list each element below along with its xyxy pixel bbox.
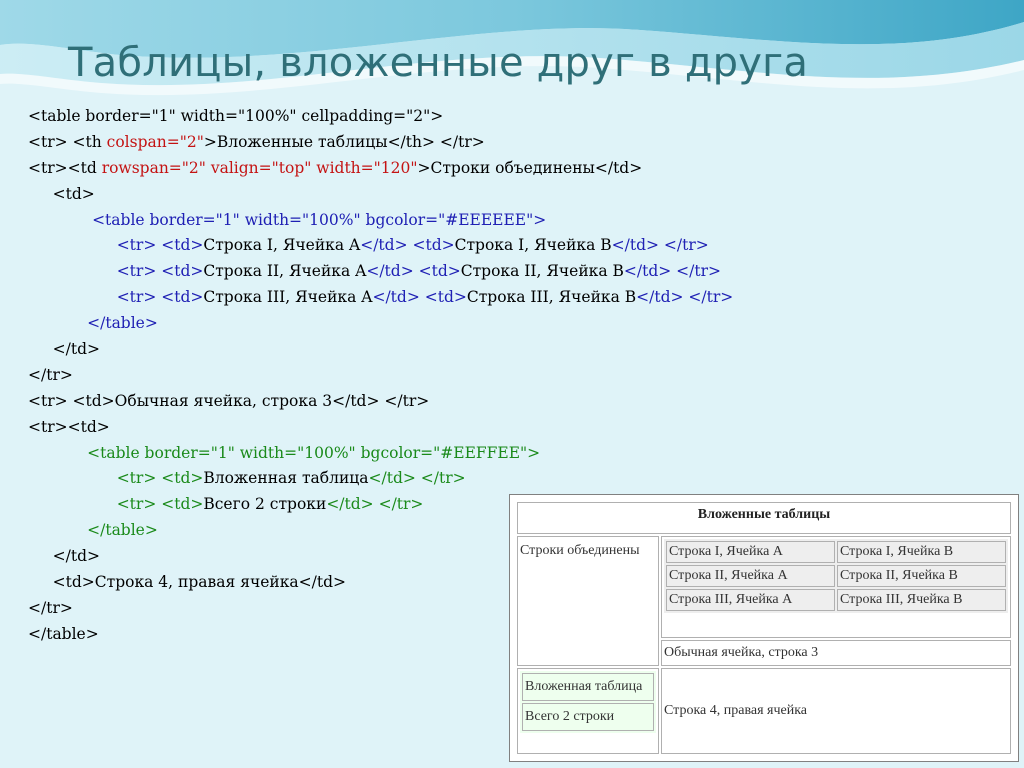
code-token: </td> </tr> xyxy=(326,495,424,514)
grey-table-cell-text: Строка III, Ячейка A xyxy=(666,589,835,611)
table-row xyxy=(666,541,1006,563)
code-token: <tr><td xyxy=(28,158,102,177)
code-token: <table border="1" width="100%" bgcolor="#EEEEEE"> xyxy=(92,210,547,229)
code-token: </td> xyxy=(52,547,100,566)
code-token: </td> <td> xyxy=(372,288,467,307)
outer-header: Вложенные таблицы xyxy=(517,502,1011,534)
code-token: Строка I, Ячейка A xyxy=(203,236,361,255)
code-token: </table> xyxy=(87,314,158,333)
code-token: Строка I, Ячейка B xyxy=(454,236,612,255)
code-line xyxy=(28,389,1018,415)
green-table-cell-text: Всего 2 строки xyxy=(522,703,654,731)
code-token: </tr> xyxy=(28,365,73,384)
grey-table-cell xyxy=(661,536,1011,638)
table-row xyxy=(666,565,1006,587)
code-token: </td> </tr> xyxy=(636,288,734,307)
code-token: <tr> <td> xyxy=(116,288,204,307)
row4-right-cell: Строка 4, правая ячейка xyxy=(661,668,1011,754)
code-token: colspan="2" xyxy=(106,132,204,151)
code-token: <tr> <td> xyxy=(116,469,204,488)
code-token: </td> <td> xyxy=(366,262,461,281)
grey-table-cell-text: Строка I, Ячейка B xyxy=(837,541,1006,563)
code-line xyxy=(28,363,1018,389)
grey-table-cell-text: Строка I, Ячейка A xyxy=(666,541,835,563)
code-token: <tr> <td>Обычная ячейка, строка 3</td> </tr> xyxy=(28,391,430,410)
code-line xyxy=(28,441,1018,467)
rendered-table-preview xyxy=(509,494,1019,762)
slide-title: Таблицы, вложенные друг в друга xyxy=(68,40,809,86)
code-token: Вложенная таблица xyxy=(203,469,369,488)
code-line xyxy=(28,182,1018,208)
code-line xyxy=(28,259,1018,285)
code-token: Всего 2 строки xyxy=(203,495,327,514)
code-line xyxy=(28,156,1018,182)
code-line xyxy=(28,285,1018,311)
table-row xyxy=(666,589,1006,611)
table-row xyxy=(522,673,654,701)
code-line xyxy=(28,337,1018,363)
green-table-cell xyxy=(517,668,659,754)
table-row xyxy=(522,703,654,731)
grey-table-cell-text: Строка III, Ячейка B xyxy=(837,589,1006,611)
code-token: <table border="1" width="100%" cellpadding="2"> xyxy=(28,107,444,125)
grey-table-cell-text: Строка II, Ячейка B xyxy=(837,565,1006,587)
code-token: </table> xyxy=(87,521,158,540)
code-token: </td> <td> xyxy=(360,236,455,255)
code-token: <td>Строка 4, правая ячейка</td> xyxy=(52,573,346,592)
code-line xyxy=(28,208,1018,234)
grey-table-cell-text: Строка II, Ячейка A xyxy=(666,565,835,587)
code-line xyxy=(28,311,1018,337)
code-token: Строка II, Ячейка B xyxy=(460,262,624,281)
code-token: </td> xyxy=(52,340,100,359)
code-token: </tr> xyxy=(28,598,73,617)
code-line xyxy=(28,104,1018,130)
code-token: >Строки объединены</td> xyxy=(417,158,643,177)
code-line xyxy=(28,415,1018,441)
merged-cell-text: Строки объединены xyxy=(520,543,640,558)
code-token: </td> </tr> xyxy=(611,236,709,255)
merged-cell xyxy=(517,536,659,666)
code-token: <tr><td> xyxy=(28,417,110,436)
code-token: <tr> <th xyxy=(28,132,107,151)
nested-green-table xyxy=(520,671,656,733)
code-line xyxy=(28,466,1018,492)
code-token: <tr> <td> xyxy=(116,236,204,255)
code-token: </td> </tr> xyxy=(623,262,722,281)
nested-grey-table xyxy=(664,539,1008,613)
code-line xyxy=(28,130,1018,156)
code-token: <tr> <td> xyxy=(116,495,204,514)
code-token: <td> xyxy=(52,184,95,203)
outer-table xyxy=(515,500,1013,756)
code-token: >Вложенные таблицы</th> </tr> xyxy=(203,132,485,151)
code-token: Строка III, Ячейка B xyxy=(466,288,637,307)
code-token: Строка III, Ячейка A xyxy=(203,288,373,307)
green-table-cell-text: Вложенная таблица xyxy=(522,673,654,701)
code-line xyxy=(28,233,1018,259)
code-token: </table> xyxy=(28,624,99,643)
code-token: <tr> <td> xyxy=(116,262,204,281)
code-token: <table border="1" width="100%" bgcolor="#EEFFEE"> xyxy=(87,443,541,462)
code-token: Строка II, Ячейка A xyxy=(203,262,367,281)
row3-cell: Обычная ячейка, строка 3 xyxy=(661,640,1011,666)
code-token: </td> </tr> xyxy=(368,469,466,488)
code-token: rowspan="2" valign="top" width="120" xyxy=(101,158,418,177)
